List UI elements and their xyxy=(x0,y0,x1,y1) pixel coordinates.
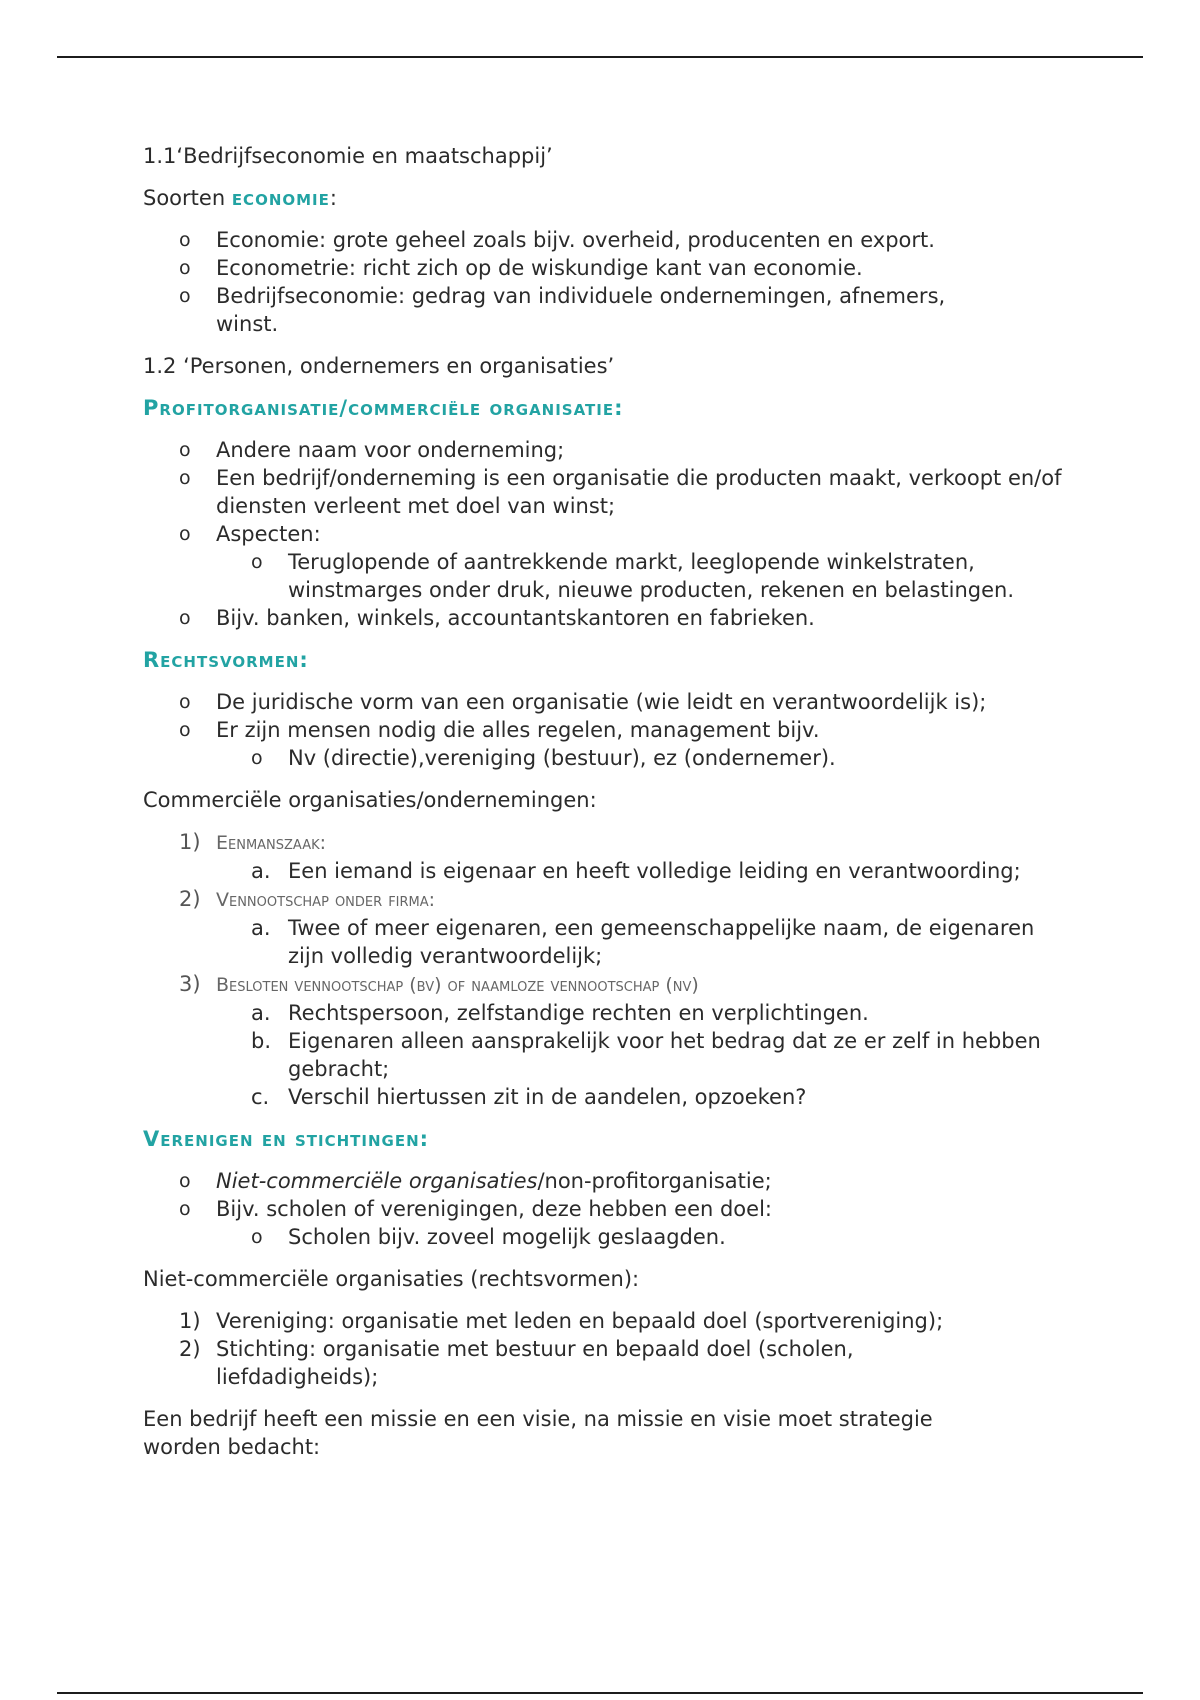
form-item-bv-nv: 3) Besloten vennootschap (bv) of naamloze vennootschap (nv) xyxy=(179,972,699,996)
bullet-icon: o xyxy=(179,691,191,713)
bullet-icon: o xyxy=(251,1226,263,1248)
bullet-icon: o xyxy=(251,551,263,573)
list-item: o Aspecten: xyxy=(179,522,321,546)
closing-paragraph: Een bedrijf heeft een missie en een visie, na missie en visie moet strategie worden bedacht: xyxy=(143,1407,933,1459)
list-item: o Bijv. scholen of verenigingen, deze hebben een doel: xyxy=(179,1197,772,1221)
economie-term: economie xyxy=(231,186,330,210)
sub-list-item: b. Eigenaren alleen aansprakelijk voor het bedrag dat ze er zelf in hebben gebracht; xyxy=(251,1029,1041,1081)
bullet-icon: o xyxy=(179,439,191,461)
list-item: o Econometrie: richt zich op de wiskundige kant van economie. xyxy=(179,256,863,280)
profitorganisatie-heading: Profitorganisatie/commerciële organisatie: xyxy=(143,396,624,420)
form-item-vof: 2) Vennootschap onder firma: xyxy=(179,887,436,911)
sub-list-item: o Nv (directie),vereniging (bestuur), ez (ondernemer). xyxy=(251,746,836,770)
commercieel-intro: Commerciële organisaties/ondernemingen: xyxy=(143,788,597,812)
rechtsvormen-heading: Rechtsvormen: xyxy=(143,648,309,672)
bullet-icon: o xyxy=(179,467,191,489)
list-item: o De juridische vorm van een organisatie (wie leidt en verantwoordelijk is); xyxy=(179,690,987,714)
list-item: 2) Stichting: organisatie met bestuur en bepaald doel (scholen, liefdadigheids); xyxy=(179,1337,854,1389)
list-item: o Economie: grote geheel zoals bijv. overheid, producenten en export. xyxy=(179,228,935,252)
list-item: o Niet-commerciële organisaties/non-profitorganisatie; xyxy=(179,1169,772,1193)
bullet-icon: o xyxy=(179,523,191,545)
section-1-1-heading: 1.1‘Bedrijfseconomie en maatschappij’ xyxy=(143,144,553,168)
bullet-icon: o xyxy=(179,285,191,307)
bullet-icon: o xyxy=(179,257,191,279)
verenigen-heading: Verenigen en stichtingen: xyxy=(143,1127,430,1151)
list-item: o Andere naam voor onderneming; xyxy=(179,438,565,462)
verenigen-list xyxy=(143,1167,1073,1251)
profit-list xyxy=(143,436,1073,632)
sub-list-item: o Teruglopende of aantrekkende markt, leeglopende winkelstraten, winstmarges onder druk, nieuwe producten, rekenen en belastingen. xyxy=(251,550,1014,602)
sub-list-item: a. Een iemand is eigenaar en heeft volledige leiding en verantwoording; xyxy=(251,859,1021,883)
bullet-icon: o xyxy=(179,719,191,741)
bullet-icon: o xyxy=(251,747,263,769)
rechtsvormen-list xyxy=(143,688,1073,772)
soorten-list xyxy=(143,226,1073,338)
soorten-economie-line: Soorten economie: xyxy=(143,186,337,210)
bullet-icon: o xyxy=(179,607,191,629)
niet-commercieel-intro: Niet-commerciële organisaties (rechtsvormen): xyxy=(143,1267,640,1291)
list-item: o Er zijn mensen nodig die alles regelen, management bijv. xyxy=(179,718,820,742)
bullet-icon: o xyxy=(179,1170,191,1192)
sub-list-item: o Scholen bijv. zoveel mogelijk geslaagden. xyxy=(251,1225,726,1249)
list-item: o Een bedrijf/onderneming is een organisatie die producten maakt, verkoopt en/of diensten verleent met doel van winst; xyxy=(179,466,1062,518)
list-item: 1) Vereniging: organisatie met leden en bepaald doel (sportvereniging); xyxy=(179,1309,944,1333)
header-rule xyxy=(57,56,1143,58)
footer-rule xyxy=(57,1692,1143,1694)
niet-commercieel-list xyxy=(143,1307,1073,1391)
form-item-eenmanszaak: 1) Eenmanszaak: xyxy=(179,830,327,854)
sub-list-item: c. Verschil hiertussen zit in de aandelen, opzoeken? xyxy=(251,1085,807,1109)
commercieel-list xyxy=(143,828,1073,1111)
section-1-2-heading: 1.2 ‘Personen, ondernemers en organisaties’ xyxy=(143,354,615,378)
list-item: o Bedrijfseconomie: gedrag van individuele ondernemingen, afnemers, winst. xyxy=(179,284,946,336)
list-item: o Bijv. banken, winkels, accountantskantoren en fabrieken. xyxy=(179,606,815,630)
bullet-icon: o xyxy=(179,1198,191,1220)
document-page xyxy=(143,142,1073,1475)
sub-list-item: a. Rechtspersoon, zelfstandige rechten en verplichtingen. xyxy=(251,1001,869,1025)
bullet-icon: o xyxy=(179,229,191,251)
sub-list-item: a. Twee of meer eigenaren, een gemeenschappelijke naam, de eigenaren zijn volledig verantwoordelijk; xyxy=(251,916,1035,968)
